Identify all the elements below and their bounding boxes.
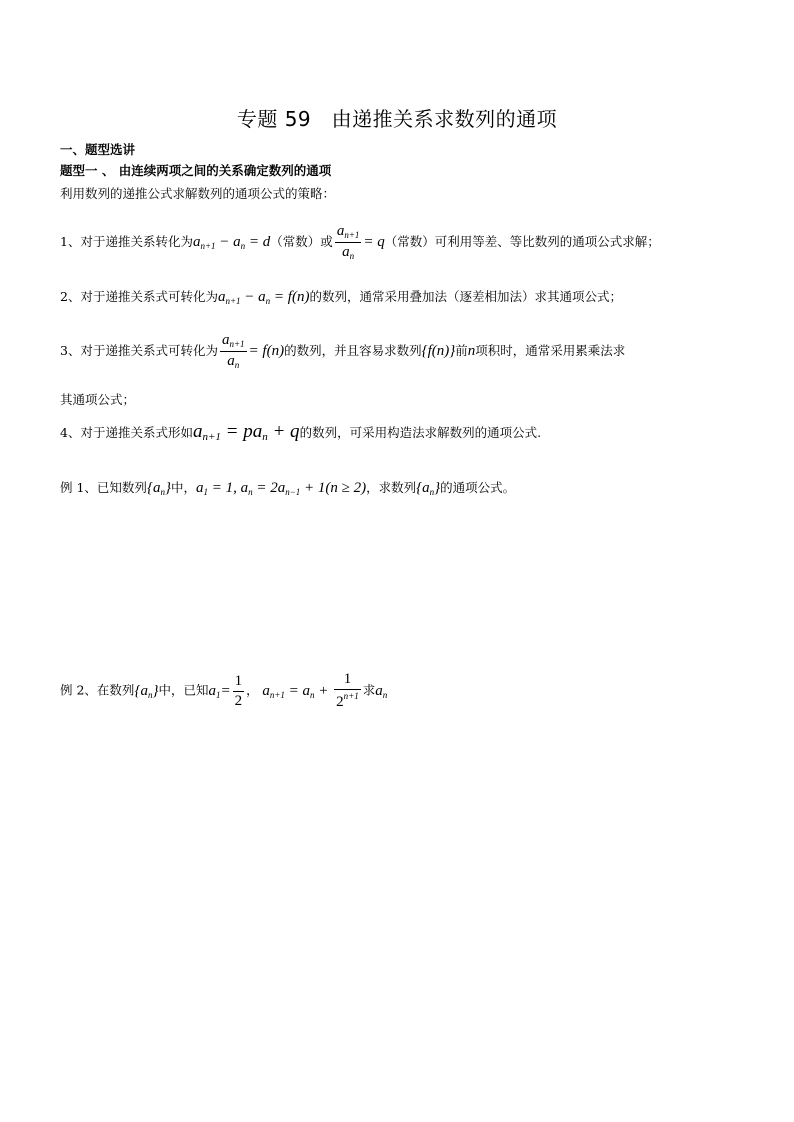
item-3-mid2: 前 <box>455 343 468 358</box>
item-3-n: n <box>467 343 476 359</box>
item-1 <box>60 224 660 261</box>
example-1-seq-2: $\{a_n\}$ <box>416 480 441 497</box>
page-title: 专题 59 由递推关系求数列的通项 <box>236 107 558 131</box>
item-1-formula-ratio: $\frac{a_{n+1}}{a_n}$ <box>336 223 360 261</box>
example-1 <box>60 478 515 497</box>
item-3-tail: 项积时，通常采用累乘法求 <box>475 343 626 358</box>
item-1-formula-q: = q <box>363 234 385 250</box>
item-2 <box>60 287 622 306</box>
item-2-lead: 2、对于递推关系式可转化为 <box>60 289 218 304</box>
item-2-formula: $a_{n+1} - a_n = f(n)$ <box>217 289 310 306</box>
item-3-formula-ratio: $\frac{a_{n+1}}{a_n}$ <box>221 332 245 370</box>
item-3-formula-fn: = f(n) <box>248 343 285 359</box>
section-heading: 一、题型选讲 <box>60 142 136 157</box>
item-4-formula: $a_{n+1} = pa_n + q$ <box>192 421 300 443</box>
example-2-sep: ， <box>246 682 259 698</box>
example-2-half: $\frac{1}{2}$ <box>234 672 243 709</box>
example-2-fraction: $\frac{1}{2^{n+1}}$ <box>336 671 359 710</box>
example-1-formula: $a_1 = 1$, $a_n = 2a_{n-1} + 1(n \ge 2)$ <box>195 480 367 497</box>
example-1-seq: $\{a_n\}$ <box>146 480 171 497</box>
example-2 <box>60 672 387 710</box>
example-1-tail: 的通项公式。 <box>440 480 516 495</box>
item-4-lead: 4、对于递推关系式形如 <box>60 425 193 440</box>
example-2-mid: 中，已知 <box>158 682 209 698</box>
item-3 <box>60 333 625 370</box>
type-heading: 题型一 、 由连续两项之间的关系确定数列的通项 <box>60 163 332 178</box>
item-1-tail: （常数）可利用等差、等比数列的通项公式求解； <box>384 234 660 249</box>
example-2-an: $a_n$ <box>375 682 388 700</box>
example-2-ask: 求 <box>362 682 376 698</box>
example-2-seq: $\{a_n\}$ <box>134 682 159 700</box>
example-1-mid2: ，求数列 <box>366 480 417 495</box>
item-3-lead: 3、对于递推关系式可转化为 <box>60 343 218 358</box>
example-2-a1: $a_1=$ <box>208 682 231 700</box>
item-3-wrap: 其通项公式； <box>60 392 136 407</box>
item-3-mid: 的数列，并且容易求数列 <box>284 343 422 358</box>
example-2-formula: $a_{n+1} = a_n$ + <box>258 682 333 700</box>
example-2-lead: 例 2、在数列 <box>60 682 135 698</box>
item-3-sequence-fn: {f(n)} <box>421 343 456 359</box>
item-1-mid: （常数）或 <box>270 234 333 249</box>
item-1-lead: 1、对于递推关系转化为 <box>60 234 193 249</box>
intro-text: 利用数列的递推公式求解数列的通项公式的策略： <box>60 186 336 201</box>
item-4-tail: 的数列，可采用构造法求解数列的通项公式. <box>299 425 542 440</box>
item-4 <box>60 421 541 443</box>
item-1-formula-difference: $a_{n+1} - a_n = d$ <box>192 234 271 251</box>
example-1-lead: 例 1、已知数列 <box>60 480 147 495</box>
item-2-tail: 的数列，通常采用叠加法（逐差相加法）求其通项公式； <box>309 289 622 304</box>
example-1-mid: 中， <box>170 480 196 495</box>
